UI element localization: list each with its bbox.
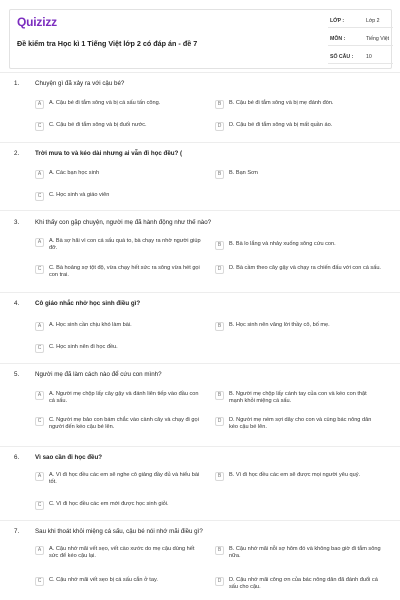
question-text: Người mẹ đã làm cách nào để cứu con mình? [35,371,162,378]
option-key-badge: A [35,238,44,247]
option-text: D. Bà cầm theo cây gậy và chạy ra chiến đấu với con cá sấu. [229,265,381,271]
option-text: B. Bà lo lắng và nhảy xuống sông cứu con. [229,241,336,247]
option-b[interactable] [215,100,381,109]
question-number: 1. [14,80,20,87]
option-text: C. Người mẹ bảo con bám chắc vào cành cây và chạy đi gọi người đến kéo cậu bé lên. [49,417,199,431]
option-c[interactable] [35,265,201,280]
question-text: Trời mưa to và kéo dài nhưng ai vẫn đi học đều? ( [35,150,183,157]
question-divider [0,210,400,211]
option-text: A. Các bạn học sinh [49,170,100,176]
option-c[interactable] [35,501,201,510]
option-text: A. Người mẹ chộp lấy cây gậy và đánh liên tiếp vào đầu con cá sấu. [49,391,199,405]
option-key-badge: D [215,417,224,426]
option-key-badge: A [35,170,44,179]
question-text: Cô giáo nhắc nhở học sinh điều gì? [35,300,141,307]
question-number: 7. [14,528,20,535]
question-divider [0,292,400,293]
question-number: 3. [14,219,20,226]
option-key-badge: C [35,122,44,131]
option-key-badge: B [215,546,224,555]
option-b[interactable] [215,546,381,561]
option-text: C. Cậu bé đi tắm sông và bị đuối nước. [49,122,147,128]
meta-value: Lớp 2 [366,18,380,24]
option-text: B. Cậu nhớ mãi nỗi sợ hôm đó và không bao giờ đi tắm sông nữa. [229,546,381,560]
question-number: 4. [14,300,20,307]
option-a[interactable] [35,472,201,487]
option-key-badge: B [215,241,224,250]
option-key-badge: C [35,501,44,510]
option-text: A. Vì đi học đều các em sẽ nghe cô giảng đầy đủ và hiểu bài tốt. [49,472,200,486]
option-key-badge: C [35,577,44,586]
option-text: A. Bà sợ hãi vì con cá sấu quá to, bà chạy ra nhờ người giúp đỡ. [49,238,201,252]
option-a[interactable] [35,100,201,109]
option-text: B. Bạn Sơn [229,170,258,176]
option-b[interactable] [215,241,381,250]
option-text: C. Vì đi học đều các em mới được học sinh giỏi. [49,501,169,507]
option-c[interactable] [35,122,201,131]
option-key-badge: B [215,472,224,481]
option-d[interactable] [215,122,381,131]
option-a[interactable] [35,322,201,331]
option-c[interactable] [35,417,201,432]
meta-row-class [328,14,393,28]
option-text: B. Học sinh nên vâng lời thầy cô, bố mẹ. [229,322,330,328]
option-b[interactable] [215,391,381,406]
meta-label: LỚP : [330,18,345,24]
option-a[interactable] [35,546,201,561]
option-text: C. Bà hoảng sợ tột độ, vừa chạy hết sức ra sông vừa hét gọi con trai. [49,265,200,279]
option-text: A. Cậu bé đi tắm sông và bị cá sấu tấn công. [49,100,161,106]
option-key-badge: A [35,322,44,331]
option-c[interactable] [35,192,201,201]
option-key-badge: B [215,170,224,179]
option-text: C. Học sinh và giáo viên [49,192,110,198]
question-text: Chuyện gì đã xảy ra với cậu bé? [35,80,125,87]
quizizz-logo[interactable]: Quizizz [17,15,57,29]
worksheet-meta [328,10,393,68]
meta-row-question-count [328,50,393,64]
option-d[interactable] [215,417,381,432]
option-text: C. Cậu nhớ mãi vết sẹo bị cá sấu cắn ở tay. [49,577,158,583]
question-number: 5. [14,371,20,378]
question-text: Sau khi thoát khỏi miệng cá sấu, cậu bé nói nhớ mãi điều gì? [35,528,203,535]
meta-label: SỐ CÂU : [330,54,354,60]
option-a[interactable] [35,391,201,406]
option-b[interactable] [215,170,381,179]
option-a[interactable] [35,170,201,179]
option-c[interactable] [35,577,201,586]
meta-value: Tiếng Việt [366,36,390,42]
option-key-badge: B [215,391,224,400]
question-divider [0,363,400,364]
option-c[interactable] [35,344,201,353]
option-d[interactable] [215,577,381,592]
option-text: D. Người mẹ ném sợi dây cho con và cùng bác nông dân kéo cậu bé lên. [229,417,372,431]
option-key-badge: A [35,391,44,400]
option-b[interactable] [215,322,381,331]
option-d[interactable] [215,265,381,274]
header-divider [0,72,400,73]
option-text: B. Cậu bé đi tắm sông và bị mẹ đánh đòn. [229,100,334,106]
option-text: B. Vì đi học đều các em sẽ được mọi người yêu quý. [229,472,361,478]
option-a[interactable] [35,238,201,253]
question-text: Khi thấy con gặp chuyện, người mẹ đã hành động như thế nào? [35,219,212,226]
option-key-badge: C [35,417,44,426]
option-text: B. Người mẹ chộp lấy cánh tay của con và kéo con thật mạnh khỏi miệng cá sấu. [229,391,367,405]
option-text: A. Học sinh cần chịu khó làm bài. [49,322,132,328]
option-b[interactable] [215,472,381,481]
option-key-badge: A [35,546,44,555]
question-number: 6. [14,454,20,461]
question-number: 2. [14,150,20,157]
option-text: C. Học sinh nên đi học đều. [49,344,118,350]
option-key-badge: C [35,192,44,201]
option-key-badge: C [35,265,44,274]
option-text: D. Cậu nhớ mãi công ơn của bác nông dân đã đánh đuổi cá sấu cho cậu. [229,577,378,591]
meta-row-subject [328,32,393,46]
option-key-badge: D [215,577,224,586]
option-key-badge: D [215,122,224,131]
question-divider [0,142,400,143]
question-divider [0,520,400,521]
option-key-badge: B [215,322,224,331]
option-key-badge: A [35,100,44,109]
option-key-badge: A [35,472,44,481]
option-key-badge: C [35,344,44,353]
worksheet-header [9,9,392,69]
meta-value: 10 [366,54,372,60]
option-text: A. Cậu nhớ mãi vết sẹo, vết cào xước do mẹ cậu dùng hết sức để kéo cậu lại. [49,546,195,560]
option-key-badge: B [215,100,224,109]
option-text: D. Cậu bé đi tắm sông và bị mất quần áo. [229,122,333,128]
question-divider [0,446,400,447]
question-text: Vì sao cần đi học đều? [35,454,103,461]
worksheet-title: Đề kiểm tra Học kì 1 Tiếng Việt lớp 2 có đáp án - đề 7 [17,39,198,48]
meta-label: MÔN : [330,36,346,42]
option-key-badge: D [215,265,224,274]
